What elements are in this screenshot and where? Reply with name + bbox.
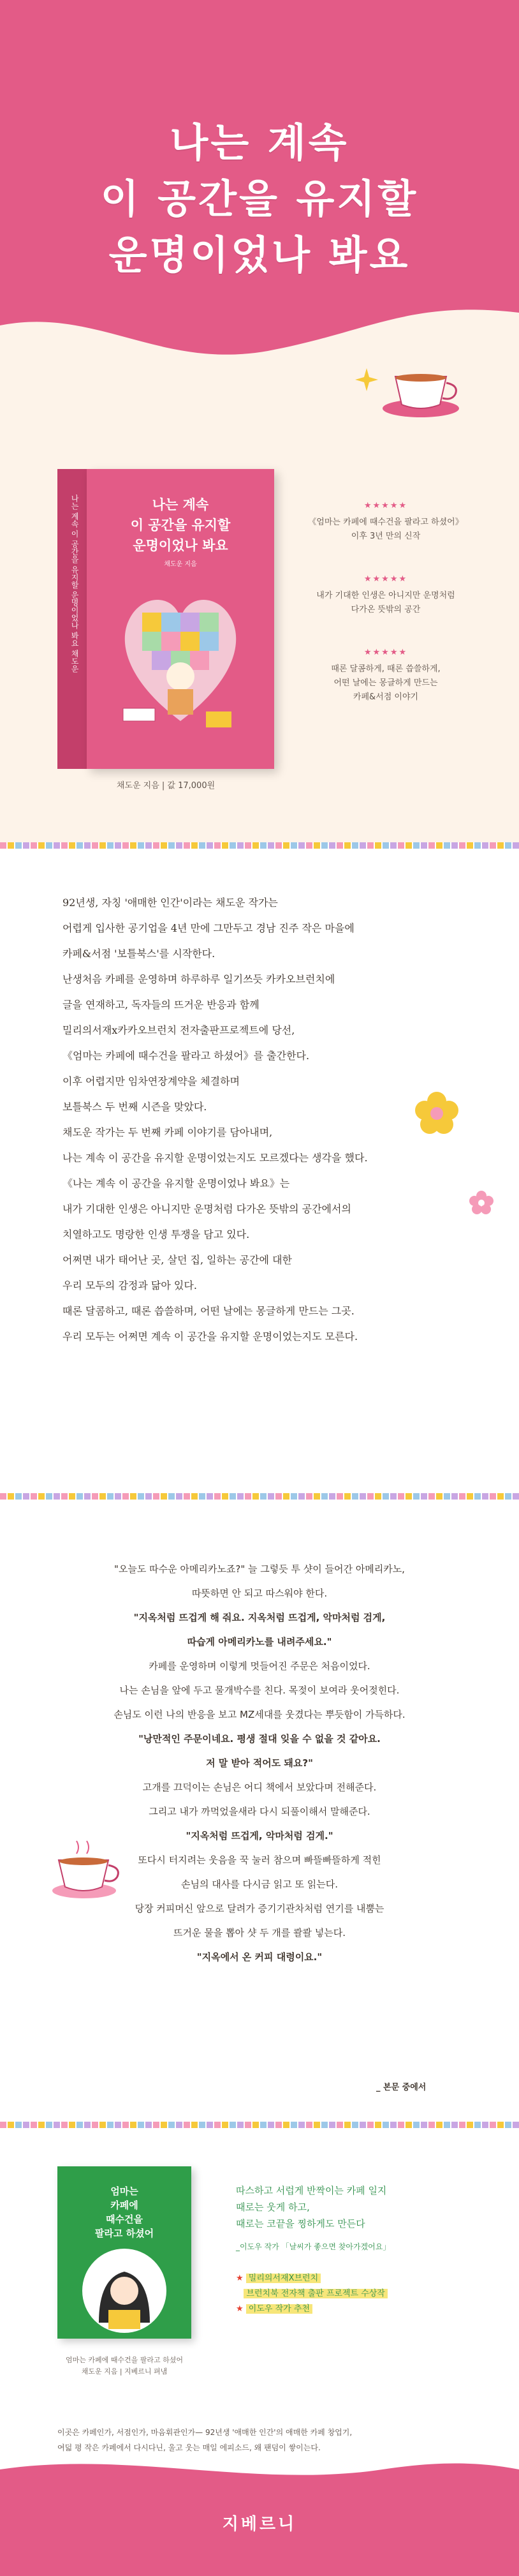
book2-badge [236, 2302, 491, 2317]
book2-highlight: 때로는 코끝을 찡하게도 만든다 [236, 2218, 365, 2230]
book-spine-text: 나는 계속 이 공간을 유지할 운명이었나 봐요 채도운 [70, 495, 79, 673]
intro-line: 카페&서점 '보틀북스'를 시작한다. [62, 948, 216, 960]
book2-info [236, 2182, 491, 2317]
book-caption: 채도운 지음 | 값 17,000원 [116, 781, 216, 791]
book-cover-title-line: 나는 계속 [152, 497, 209, 512]
excerpt-source: _ 본문 중에서 [376, 2083, 427, 2092]
dashed-divider [0, 2122, 519, 2128]
intro-line: 《나는 계속 이 공간을 유지할 운명이었나 봐요》는 [62, 1177, 290, 1189]
excerpt-line: 저 말 받아 적어도 돼요?" [206, 1757, 313, 1769]
review-text: 이후 3년 만의 신작 [351, 532, 421, 541]
intro-line: 우리 모두는 어쩌면 계속 이 공간을 유지할 운명이었는지도 모른다. [62, 1330, 358, 1343]
teacup-illustration [45, 1835, 128, 1905]
excerpt-line: "지옥처럼 뜨겁게, 악마처럼 검게." [186, 1830, 333, 1842]
excerpt-line: 뜨거운 물을 뽑아 샷 두 개를 콸콸 넣는다. [173, 1927, 346, 1939]
rating-stars: ★★★★★ [363, 574, 408, 584]
book2-caption-line: 채도운 지음 | 지베르니 펴냄 [81, 2367, 168, 2376]
excerpt-line: "지옥처럼 뜨겁게 해 줘요. 지옥처럼 뜨겁게, 악마처럼 검게, [133, 1612, 386, 1623]
sparkle-icon [354, 367, 379, 392]
intro-line: 내가 기대한 인생은 아니지만 운명처럼 다가온 뜻밖의 공간에서의 [62, 1203, 351, 1215]
intro-line: 채도운 작가는 두 번째 카페 이야기를 담아내며, [62, 1126, 273, 1138]
book2-cover-title-line: 팔라고 하셨어 [94, 2228, 154, 2239]
heart-quilt-illustration [117, 581, 244, 734]
book2-cover-title-line: 카페에 [110, 2200, 138, 2211]
book2-cover-title-line: 때수건을 [106, 2214, 143, 2225]
star-icon: ★ [236, 2274, 244, 2283]
excerpt-line: 당장 커피머신 앞으로 달려가 증기기관차처럼 연기를 내뿜는 [135, 1903, 384, 1914]
intro-line: 어쩌면 내가 태어난 곳, 살던 집, 일하는 공간에 대한 [62, 1254, 292, 1266]
flower-icon [469, 1190, 494, 1216]
intro-line: 치열하고도 명랑한 인생 투쟁을 담고 있다. [62, 1228, 250, 1240]
book2-badge [236, 2286, 491, 2302]
teacup-illustration [370, 357, 465, 428]
hero-title-line: 나는 계속 [170, 119, 349, 166]
footer-wave-divider [0, 2450, 519, 2489]
book-cover-title-line: 운명이었나 봐요 [133, 538, 228, 553]
intro-text [62, 890, 471, 1350]
book2-badge-text: 밀리의서재X브런치 [246, 2274, 321, 2283]
hero-title-line: 이 공간을 유지할 [100, 175, 419, 222]
review-item [290, 574, 481, 617]
review-text: 내가 기대한 인생은 아니지만 운명처럼 [316, 591, 455, 600]
book2-cover [57, 2166, 191, 2339]
book-cover-title-line: 이 공간을 유지할 [130, 517, 231, 533]
review-text: 다가온 뜻밖의 공간 [351, 605, 421, 614]
book2-highlight: 때로는 웃게 하고, [236, 2201, 310, 2213]
book2-badge-text: 브런치북 전자책 출판 프로젝트 수상작 [244, 2289, 387, 2298]
flower-icon [414, 1091, 459, 1136]
book2-highlight: 따스하고 서럽게 반짝이는 카페 일지 [236, 2185, 387, 2196]
excerpt-line: 카페를 운영하며 이렇게 멋들어진 주문은 처음이었다. [149, 1660, 370, 1672]
intro-line: 밀리의서재x카카오브런치 전자출판프로젝트에 당선, [62, 1024, 295, 1036]
book-cover [87, 469, 274, 769]
excerpt-line: 손님의 대사를 다시금 읽고 또 읽는다. [181, 1879, 338, 1890]
excerpt-line: 고개를 끄덕이는 손님은 어디 책에서 보았다며 전해준다. [142, 1782, 377, 1793]
intro-line: 보틀북스 두 번째 시즌을 맞았다. [62, 1101, 207, 1113]
intro-line: 어렵게 입사한 공기업을 4년 만에 그만두고 경남 진주 작은 마을에 [62, 922, 355, 934]
dashed-divider [0, 842, 519, 849]
book2-cover-title [57, 2184, 191, 2240]
excerpt-line: "지옥에서 온 커피 대령이요." [196, 1951, 323, 1963]
intro-line: 글을 연재하고, 독자들의 뜨거운 반응과 함께 [62, 999, 260, 1011]
book2-cover-title-line: 엄마는 [110, 2185, 138, 2197]
excerpt-line: 따뜻하면 안 되고 따스워야 한다. [191, 1588, 328, 1599]
review-text: 《엄마는 카페에 때수건을 팔라고 하셨어》 [308, 517, 464, 527]
star-icon: ★ [236, 2304, 244, 2314]
rating-stars: ★★★★★ [363, 501, 408, 510]
review-item [290, 501, 481, 544]
intro-line: 이후 어렵지만 임차연장계약을 체결하며 [62, 1075, 240, 1087]
book2-cover-image [57, 2166, 191, 2339]
review-list [290, 501, 481, 735]
review-item [290, 648, 481, 704]
book-cover-author: 채도운 지음 [164, 561, 197, 568]
excerpt-line: 따습게 아메리카노를 내려주세요." [187, 1636, 332, 1648]
excerpt-line: 그리고 내가 까먹었을새라 다시 되풀이해서 말해준다. [149, 1806, 370, 1817]
book-cover-title [87, 495, 274, 556]
publisher-note-line: 이곳은 카페인가, 서점인가, 마음휘관인가— 92년생 '애매한 인간'의 애매한 카페 창업기, [57, 2428, 353, 2437]
intro-line: 《엄마는 카페에 때수건을 팔라고 하셨어》를 출간한다. [62, 1050, 310, 1062]
book-cover-image [57, 469, 274, 769]
intro-line: 때론 달콤하고, 때론 씁쓸하며, 어떤 날에는 몽글하게 만드는 그곳. [62, 1305, 355, 1317]
hero-title-line: 운명이었나 봐요 [108, 232, 411, 278]
intro-line: 우리 모두의 감정과 닮아 있다. [62, 1279, 197, 1292]
intro-line: 나는 계속 이 공간을 유지할 운명이었는지도 모르겠다는 생각을 했다. [62, 1152, 368, 1164]
intro-line: 난생처음 카페를 운영하며 하루하루 일기쓰듯 카카오브런치에 [62, 973, 335, 985]
excerpt-line: 나는 손님을 앞에 두고 물개박수를 친다. 목젖이 보여라 웃어젖힌다. [119, 1685, 400, 1696]
publisher-note-line: 여덟 평 작은 카페에서 다시다닌, 울고 웃는 매일 에피소드, 왜 팬덤이 쌓이는다. [57, 2443, 321, 2452]
publisher-logo: 지베르니 [222, 2515, 297, 2534]
excerpt-line: "오늘도 따수운 아메리카노죠?" 늘 그렇듯 투 샷이 들어간 아메리카노, [114, 1563, 405, 1575]
intro-line: 92년생, 자칭 '애매한 인간'이라는 채도운 작가는 [62, 897, 278, 909]
hero-title [0, 115, 519, 283]
book2-badge [236, 2271, 491, 2286]
book2-caption [38, 2355, 210, 2378]
footer [0, 2476, 519, 2576]
excerpt-line: "낭만적인 주문이네요. 평생 절대 잊을 수 없을 것 같아요. [138, 1733, 381, 1745]
portrait-illustration [80, 2246, 169, 2335]
book2-credit: _이도우 작가 「날씨가 좋으면 찾아가겠어요」 [236, 2242, 391, 2251]
review-text: 어떤 날에는 몽글하게 만드는 [333, 678, 438, 688]
review-text: 때론 달콤하게, 때론 씁쓸하게, [331, 664, 441, 674]
excerpt-line: 또다시 터지려는 웃음을 꾹 눌러 참으며 빠뜰빠뜰하게 적힌 [138, 1854, 381, 1866]
excerpt-line: 손님도 이런 나의 반응을 보고 MZ세대를 웃겼다는 뿌듯함이 가득하다. [113, 1709, 406, 1720]
excerpt-quote [0, 1557, 519, 1969]
rating-stars: ★★★★★ [363, 648, 408, 657]
review-text: 카페&서점 이야기 [353, 692, 419, 702]
dashed-divider [0, 1493, 519, 1500]
book-spine [57, 469, 87, 769]
book2-caption-line: 엄마는 카페에 때수건을 팔라고 하셨어 [65, 2356, 183, 2364]
book2-badge-text: 이도우 작가 추천 [246, 2304, 312, 2314]
